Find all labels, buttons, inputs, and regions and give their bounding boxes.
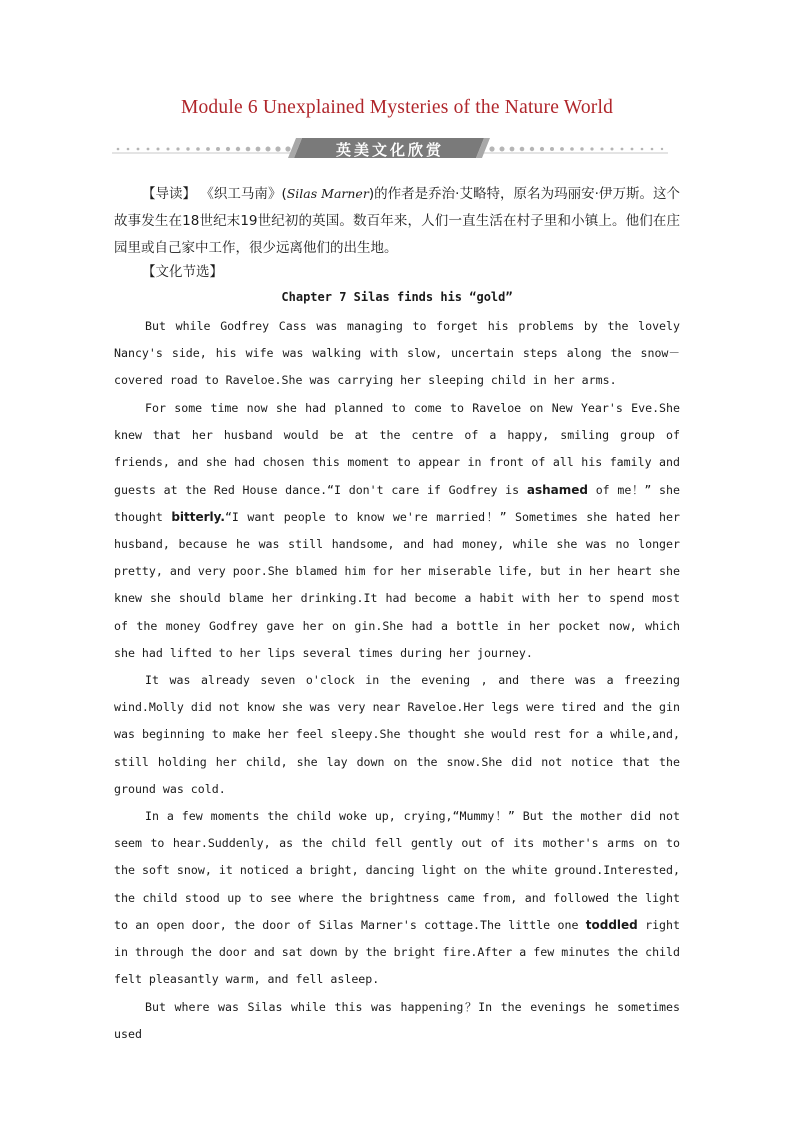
bold-word: ashamed [526, 482, 588, 497]
story-paragraph: It was already seven o'clock in the evening , and there was a freezing wind.Molly did not know she was very near Raveloe.Her legs were tired and the gin was beginning to make her feel sleepy.She thought she would rest for a while,and, still holding her child, she lay down on the snow.She did not notice that the ground was cold. [114, 673, 680, 796]
story-paragraph [114, 803, 680, 993]
intro-text-before: 《织工马南》( [200, 186, 287, 202]
module-title: Module 6 Unexplained Mysteries of the Nature World [180, 97, 614, 118]
paragraph-text: For some time now she had planned to come to Raveloe on New Year's Eve.She knew that her husband would be at the centre of a happy, smiling group of friends, and she had chosen this moment to appear in front of all his family and guests at the Red House dance.“I don't care if Godfrey is [114, 401, 680, 497]
intro-text-after: )的作者是乔治·艾略特，原名为玛丽安·伊万斯。这个故事发生在18世纪末19世纪初的英国。数百年来，人们一直生活在村子里和小镇上。他们在庄园里或自己家中工作，很少远离他们的出生地。 [114, 186, 680, 256]
story-paragraph: But where was Silas while this was happening？In the evenings he sometimes used [114, 1000, 680, 1042]
bold-word: toddled [585, 917, 638, 932]
paragraph-text: “I want people to know we're married！” Sometimes she hated her husband, because he was still handsome, and had money, while she was no longer pretty, and very poor.She blamed him for her miserable life, but in her heart she knew she should blame her drinking.It had become a habit with her to spend most of the money Godfrey gave her on gin.She had a bottle in her pocket now, which she had lifted to her lips several times during her journey. [114, 509, 680, 660]
chapter-title: Chapter 7 Silas finds his “gold” [281, 290, 513, 304]
bold-word: bitterly. [171, 509, 225, 524]
intro-label: 【导读】 [142, 186, 197, 202]
intro-paragraph [114, 180, 680, 262]
paragraph-text: right in through the door and sat down by the bright fire.After a few minutes the child felt pleasantly warm, and fell asleep. [114, 917, 680, 987]
paragraph-text: In a few moments the child woke up, crying,“Mummy！” But the mother did not seem to hear.Suddenly, as the child fell gently out of its mother's arms on to the soft snow, it noticed a bright, dancing light on the white ground.Interested, the child stood up to see where the brightness came from, and followed the light to an open door, the door of Silas Marner's cottage.The little one [114, 809, 680, 932]
banner-title: 英美文化欣赏 [335, 141, 444, 159]
book-title: Silas Marner [286, 186, 369, 201]
section-banner [112, 136, 668, 162]
paragraph-text: of me！” she thought [114, 482, 681, 524]
section-heading: 【文化节选】 [142, 264, 223, 280]
story-paragraph: But while Godfrey Cass was managing to forget his problems by the lovely Nancy's side, his wife was walking with slow, uncertain steps along the snow－covered road to Raveloe.She was carrying her sleeping child in her arms. [114, 319, 680, 388]
story-paragraph [114, 395, 680, 667]
